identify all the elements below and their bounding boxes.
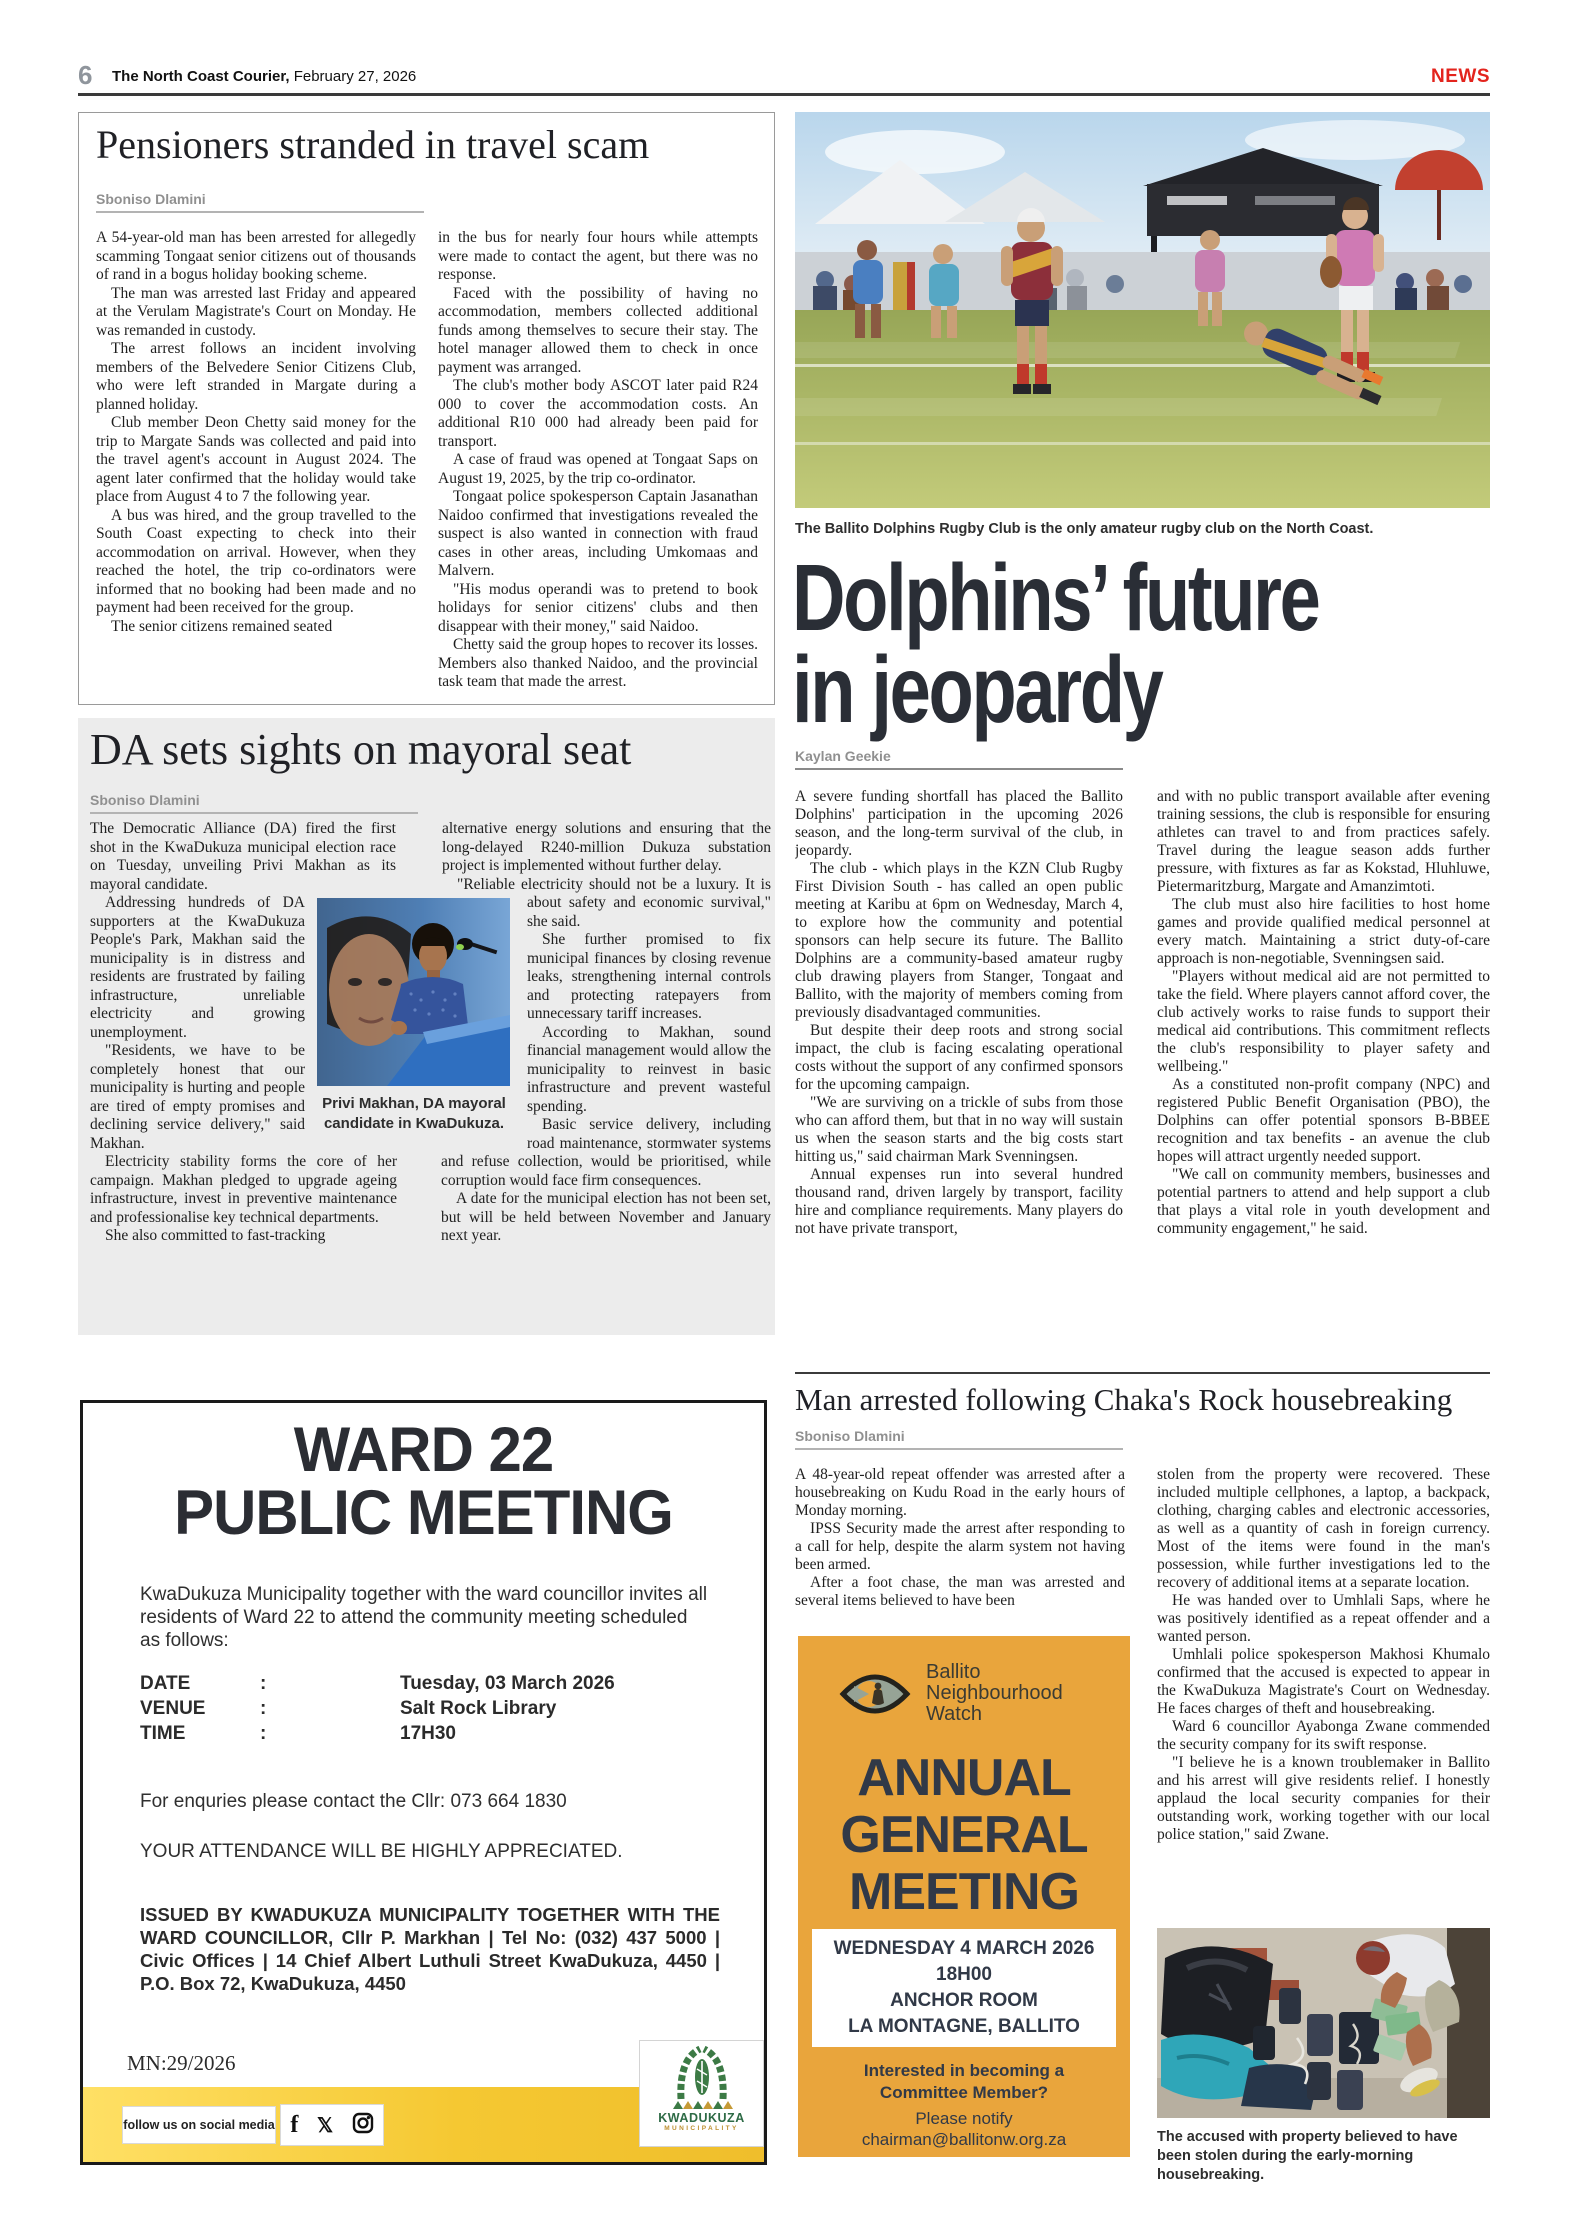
ward22-title-line1: WARD 22	[293, 1415, 554, 1485]
ward22-attendance: YOUR ATTENDANCE WILL BE HIGHLY APPRECIATED.	[140, 1841, 623, 1862]
paragraph: "Residents, we have to be completely honest that our municipality is hurting and people are tired of empty promises and declining service delivery," said Makhan.	[90, 1042, 305, 1152]
paragraph: A 54-year-old man has been arrested for allegedly scamming Tongaat senior citizens out of thousands of rand in a bogus holiday booking scheme.	[96, 229, 416, 283]
pensioners-byline: Sboniso Dlamini	[96, 191, 424, 213]
man-arrested-column-2	[1157, 1466, 1490, 1934]
kwadukuza-logo-name: KWADUKUZA	[658, 2111, 745, 2125]
paragraph: The club - which plays in the KZN Club Rugby First Division South - has called an open public meeting at Karibu at 6pm on Wednesday, March 4, to explore how the community and potential sponsors can help secure its future. The Ballito Dolphins are a community-based amateur rugby club drawing players from Stanger, Tongaat and Ballito, with the majority of members coming from previously disadvantaged communities.	[795, 860, 1123, 1021]
paragraph: A date for the municipal election has not been set, but will be held between November and January next year.	[441, 1190, 771, 1244]
paragraph: As a constituted non-profit company (NPC) and registered Public Benefit Organisation (PBO), the Dolphins can offer potential sponsors B-BBEE recognition and tax benefits - an avenue the club hopes will attract urgently needed support.	[1157, 1076, 1490, 1165]
agm-title	[798, 1750, 1130, 1921]
paragraph: "His modus operandi was to pretend to book holidays for senior citizens' clubs and then disappear with their money," said Naidoo.	[438, 580, 758, 635]
dolphins-byline: Kaylan Geekie	[795, 748, 1123, 770]
accused-photo-illustration	[1157, 1928, 1490, 2118]
rugby-match-photo	[795, 112, 1490, 508]
agm-notify: Please notify	[915, 2109, 1013, 2128]
x-twitter-icon[interactable]: 𝕏	[316, 2114, 334, 2137]
dolphins-column-1	[795, 788, 1123, 1350]
ward22-reference-number: MN:29/2026	[127, 2051, 236, 2075]
dolphins-headline	[792, 545, 1385, 743]
paragraph: The Democratic Alliance (DA) fired the first shot in the KwaDukuza municipal election race on Tuesday, unveiling Privi Makhan as its mayoral candidate.	[90, 820, 396, 893]
ward22-date-row	[140, 1671, 700, 1696]
paragraph: According to Makhan, sound financial management would allow the municipality to reinvest in basic infrastructure and prevent wasteful spending.	[527, 1023, 771, 1115]
venue-label: VENUE	[140, 1698, 206, 1719]
agm-venue: ANCHOR ROOM	[890, 1990, 1038, 2011]
agm-email-link[interactable]: chairman@ballitonw.org.za	[861, 2130, 1067, 2149]
paragraph: A 48-year-old repeat offender was arrested after a housebreaking on Kudu Road in the early hours of Monday morning.	[795, 1466, 1125, 1519]
agm-details-box	[812, 1929, 1116, 2047]
kwadukuza-emblem	[659, 2041, 745, 2113]
rugby-photo-caption: The Ballito Dolphins Rugby Club is the only amateur rugby club on the North Coast.	[795, 521, 1374, 537]
dolphins-headline-line1: Dolphins’ future	[792, 545, 1319, 651]
paragraph: Electricity stability forms the core of her campaign. Makhan pledged to upgrade ageing infrastructure, invest in preventive maintenance and professionalise key technical departments.	[90, 1153, 397, 1226]
kwadukuza-logo-subtitle: MUNICIPALITY	[664, 2125, 739, 2132]
paragraph: The senior citizens remained seated	[111, 617, 333, 635]
pensioners-column-1	[96, 229, 416, 697]
ward22-enquiries: For enquries please contact the Cllr: 073 664 1830	[140, 1791, 567, 1812]
section-rule	[795, 1372, 1490, 1374]
paragraph: IPSS Security made the arrest after responding to a call for help, despite the alarm system not having been armed.	[795, 1520, 1125, 1573]
paragraph: Club member Deon Chetty said money for the trip to Margate Sands was collected and paid into the travel agent's account in August 2024. The agent later confirmed that the holiday would take place from August 4 to 7 the following year.	[96, 414, 416, 505]
paragraph: Ward 6 councillor Ayabonga Zwane commended the security company for its swift response.	[1157, 1718, 1490, 1753]
privi-makhan-illustration	[317, 898, 510, 1086]
article-da-mayoral	[78, 718, 775, 1335]
paragraph: The club's mother body ASCOT later paid R24 000 to cover the accommodation costs. An additional R10 000 had already been paid for transport.	[438, 377, 758, 450]
paragraph: Addressing hundreds of DA supporters at the KwaDukuza People's Park, Makhan said the municipality is in distress and residents are frustrated by failing infrastructure, unreliable electricity and growing unemployment.	[90, 894, 305, 1041]
paragraph: The man was arrested last Friday and appeared at the Verulam Magistrate's Court on Monday. He was remanded in custody.	[96, 284, 416, 339]
paragraph: "Players without medical aid are not permitted to take the field. Where players cannot afford cover, the club actively works to raise funds to support their medical aid contributions. This commitment reflects the club's responsibility to player safety and wellbeing."	[1157, 968, 1490, 1075]
da-byline: Sboniso Dlamini	[90, 792, 418, 814]
agm-time: 18H00	[936, 1964, 992, 1985]
paragraph: She also committed to fast-tracking	[105, 1227, 326, 1244]
paragraph: "Reliable electricity should not be a luxury. It is about safety and economic survival," she said.	[457, 875, 771, 930]
rugby-photo-illustration	[795, 112, 1490, 508]
pensioners-column-2	[438, 229, 758, 697]
ward22-time-row	[140, 1721, 700, 1746]
da-headline: DA sets sights on mayoral seat	[90, 725, 632, 774]
privi-makhan-photo	[317, 898, 510, 1086]
instagram-icon[interactable]	[352, 2112, 374, 2139]
date-value: Tuesday, 03 March 2026	[400, 1673, 615, 1694]
paragraph: in the bus for nearly four hours while attempts were made to contact the agent, but there was no response.	[438, 229, 758, 283]
da-photo-caption: Privi Makhan, DA mayoral candidate in KwaDukuza.	[322, 1095, 506, 1132]
separator: :	[260, 1723, 267, 1744]
paragraph: A bus was hired, and the group travelled to the South Coast expecting to check into their accommodation on arrival. However, when they reached the hotel, the trip co-ordinators were informed that no booking had been made and no payment had been received for the group.	[96, 506, 416, 616]
paragraph: The arrest follows an incident involving members of the Belvedere Senior Citizens Club, who were left stranded in Margate during a planned holiday.	[96, 340, 416, 413]
man-arrested-headline: Man arrested following Chaka's Rock housebreaking	[795, 1382, 1453, 1417]
paragraph: A severe funding shortfall has placed the Ballito Dolphins' participation in the upcoming 2026 season, and the long-term survival of the club, in jeopardy.	[795, 788, 1123, 859]
time-value: 17H30	[400, 1723, 456, 1744]
separator: :	[260, 1673, 267, 1694]
article-pensioners	[78, 112, 775, 705]
ward22-title-line2: PUBLIC MEETING	[174, 1478, 673, 1548]
neighbourhood-watch-eye-icon	[838, 1667, 912, 1721]
masthead-date: February 27, 2026	[289, 68, 417, 85]
paragraph: The club must also hire facilities to host home games and provide qualified medical personnel at every match. Maintaining a strict duty-of-care approach is non-negotiable, Svenningsen said.	[1157, 896, 1490, 967]
agm-cta-line1: Interested in becoming a	[863, 2061, 1065, 2080]
bnw-org-name	[926, 1662, 1063, 1725]
paragraph: She further promised to fix municipal finances by closing revenue leaks, strengthening internal controls and protecting ratepayers from unnecessary tariff increases.	[527, 931, 771, 1022]
man-arrested-byline: Sboniso Dlamini	[795, 1428, 1123, 1450]
date-label: DATE	[140, 1673, 191, 1694]
bnw-line2: Neighbourhood	[926, 1682, 1063, 1704]
ward22-title	[100, 1415, 747, 1548]
accused-property-photo	[1157, 1928, 1490, 2118]
paragraph: stolen from the property were recovered. These included multiple cellphones, a laptop, a backpack, clothing, charging cables and electronic accessories, as well as a quantity of cash in foreign currency. Most of the items were found in the man's possession, while further investigations led to the recovery of additional items at a separate location.	[1157, 1466, 1490, 1591]
dolphins-column-2	[1157, 788, 1490, 1350]
social-media-label: follow us on social media	[122, 2106, 276, 2144]
paragraph: alternative energy solutions and ensuring that the long-delayed R240-million Dukuza substation project is implemented without further delay.	[442, 820, 771, 874]
paragraph: Tongaat police spokesperson Captain Jasanathan Naidoo confirmed that investigations revealed the suspect is also wanted in connection with fraud cases in other areas, including Umkomaas and Malvern.	[438, 488, 758, 579]
ward22-advert	[80, 1400, 767, 2165]
paragraph: Chetty said the group hopes to recover its losses. Members also thanked Naidoo, and the provincial task team that made the arrest.	[438, 636, 758, 690]
paragraph: "We are surviving on a trickle of subs from those who can afford them, but that in no way will sustain us when the season starts and the big costs start hitting us," said chairman Mark Svenningsen.	[795, 1094, 1123, 1165]
time-label: TIME	[140, 1723, 186, 1744]
agm-date: WEDNESDAY 4 MARCH 2026	[833, 1938, 1095, 1959]
ward22-venue-row	[140, 1696, 700, 1721]
dolphins-headline-line2: in jeopardy	[792, 637, 1162, 743]
paragraph: and with no public transport available after evening training sessions, the club is responsible for ensuring athletes can travel to and from practices safely. Travel during the league season adds further pressure, with fixtures as far as Kokstad, Hluhluwe, Pietermaritzburg, Margate and Amanzimtoti.	[1157, 788, 1490, 895]
agm-title-line3: MEETING	[849, 1863, 1079, 1921]
accused-photo-caption: The accused with property believed to have been stolen during the early-morning housebreaking.	[1157, 2129, 1458, 2183]
separator: :	[260, 1698, 267, 1719]
section-label: NEWS	[1431, 66, 1490, 87]
header-rule	[78, 93, 1490, 96]
kwadukuza-municipality-logo	[639, 2040, 764, 2147]
ward22-issued-by: ISSUED BY KWADUKUZA MUNICIPALITY TOGETHER WITH THE WARD COUNCILLOR, Cllr P. Markhan | Tel No: (032) 437 5000 | Civic Offices | 14 Chief Albert Luthuli Street KwaDukuza, 4450 | P.O. Box 72, KwaDukuza, 4450	[140, 1904, 720, 1994]
agm-location: LA MONTAGNE, BALLITO	[848, 2016, 1080, 2037]
facebook-icon[interactable]: f	[290, 2111, 299, 2138]
agm-advert	[798, 1636, 1130, 2157]
bnw-line3: Watch	[926, 1703, 982, 1725]
ward22-intro: KwaDukuza Municipality together with the ward councillor invites all residents of Ward 22 to attend the community meeting scheduled as follows:	[140, 1584, 708, 1651]
paragraph: He was handed over to Umhlali Saps, where he was positively identified as a repeat offender and a wanted person.	[1157, 1592, 1490, 1645]
paragraph: Umhlali police spokesperson Makhosi Khumalo confirmed that the accused is expected to appear in the KwaDukuza Magistrate's Court on Wednesday. He faces charges of theft and housebreaking.	[1157, 1646, 1490, 1717]
agm-cta-line2: Committee Member?	[879, 2083, 1049, 2102]
paragraph: Annual expenses run into several hundred thousand rand, driven largely by transport, facility hire and compliance requirements. Many players do not have private transport,	[795, 1166, 1123, 1237]
masthead-title: The North Coast Courier,	[112, 68, 290, 85]
ward22-details	[140, 1671, 700, 1746]
paragraph: "I believe he is a known troublemaker in Ballito and his arrest will give residents relief. I honestly applaud the local security companies for their outstanding work, working together with our local police station," said Zwane.	[1157, 1754, 1490, 1843]
masthead	[112, 68, 416, 85]
social-media-icons	[280, 2104, 384, 2146]
venue-value: Salt Rock Library	[400, 1698, 557, 1719]
page-number: 6	[78, 60, 93, 90]
man-arrested-column-1	[795, 1466, 1125, 1628]
agm-title-line2: GENERAL	[840, 1806, 1088, 1864]
agm-cta	[808, 2060, 1120, 2104]
bnw-line1: Ballito	[926, 1661, 981, 1683]
pensioners-headline: Pensioners stranded in travel scam	[96, 122, 650, 167]
paragraph: "We call on community members, businesses and potential partners to attend and help support a club that plays a vital role in youth development and community engagement," he said.	[1157, 1166, 1490, 1237]
paragraph: A case of fraud was opened at Tongaat Saps on August 19, 2025, by the trip co-ordinator.	[438, 451, 758, 487]
bnw-logo-row	[838, 1662, 1098, 1725]
paragraph: But despite their deep roots and strong social impact, the club is facing escalating operational costs without the support of any confirmed sponsors for the upcoming campaign.	[795, 1022, 1123, 1093]
paragraph: Basic service delivery, including road maintenance, stormwater systems and refuse collection, would be prioritised, while corruption would face firm consequences.	[441, 1116, 771, 1189]
layout-spacer	[396, 820, 397, 897]
paragraph: After a foot chase, the man was arrested and several items believed to have been	[795, 1574, 1125, 1609]
paragraph: Faced with the possibility of having no accommodation, members collected additional funds among themselves to secure their stay. The hotel manager allowed them to check in once payment was arranged.	[438, 284, 758, 376]
agm-title-line1: ANNUAL	[857, 1749, 1071, 1807]
